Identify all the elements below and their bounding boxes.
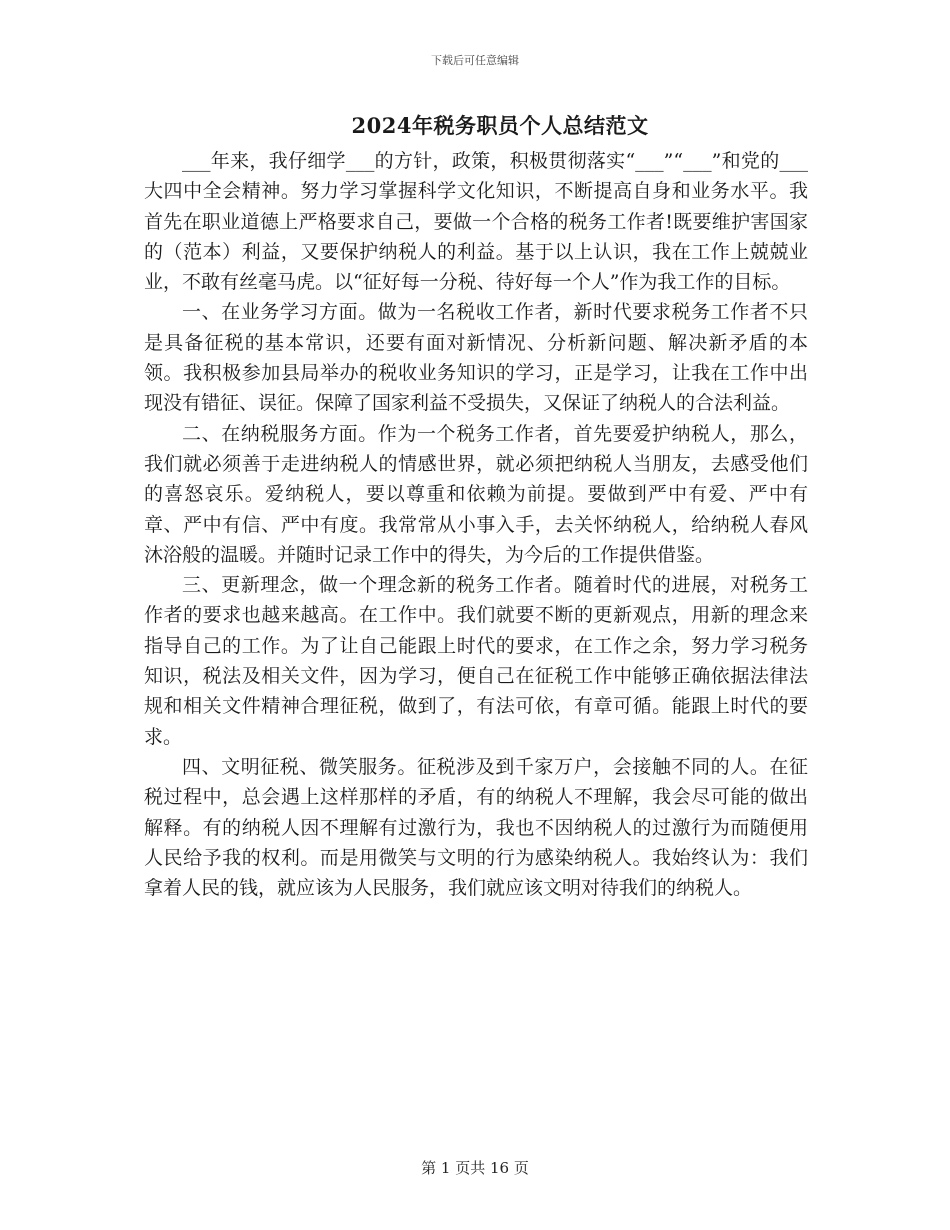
paragraph-intro: ___年来，我仔细学___的方针，政策，积极贯彻落实“___”“___”和党的___大四中全会精神。努力学习掌握科学文化知识，不断提高自身和业务水平。我首先在职业道德上严格要求自己，要做一个合格的税务工作者!既要维护害国家的（范本）利益，又要保护纳税人的利益。基于以上认识，我在工作上兢兢业业，不敢有丝毫马虎。以“征好每一分税、待好每一个人”作为我工作的目标。 — [144, 150, 808, 294]
document-title: 2024年税务职员个人总结范文 — [351, 113, 649, 138]
paragraph-civilized-service: 四、文明征税、微笑服务。征税涉及到千家万户，会接触不同的人。在征税过程中，总会遇上这样那样的矛盾，有的纳税人不理解，我会尽可能的做出解释。有的纳税人因不理解有过激行为，我也不因纳税人的过激行为而随便用人民给予我的权利。而是用微笑与文明的行为感染纳税人。我始终认为：我们拿着人民的钱，就应该为人民服务，我们就应该文明对待我们的纳税人。 — [144, 755, 808, 900]
paragraph-business-study: 一、在业务学习方面。做为一名税收工作者，新时代要求税务工作者不只是具备征税的基本常识，还要有面对新情况、分析新问题、解决新矛盾的本领。我积极参加县局举办的税收业务知识的学习，正是学习，让我在工作中出现没有错征、误征。保障了国家利益不受损失，又保证了纳税人的合法利益。 — [144, 301, 808, 415]
page-header: 下载后可任意编辑 — [431, 54, 519, 67]
paragraph-update-concepts: 三、更新理念，做一个理念新的税务工作者。随着时代的进展，对税务工作者的要求也越来越高。在工作中。我们就要不断的更新观点，用新的理念来指导自己的工作。为了让自己能跟上时代的要求，在工作之余，努力学习税务知识，税法及相关文件，因为学习，便自己在征税工作中能够正确依据法律法规和相关文件精神合理征税，做到了，有法可依，有章可循。能跟上时代的要求。 — [144, 574, 808, 748]
paragraph-tax-service: 二、在纳税服务方面。作为一个税务工作者，首先要爱护纳税人，那么，我们就必须善于走进纳税人的情感世界，就必须把纳税人当朋友，去感受他们的喜怒哀乐。爱纳税人，要以尊重和依赖为前提。要做到严中有爱、严中有章、严中有信、严中有度。我常常从小事入手，去关怀纳税人，给纳税人春风沐浴般的温暖。并随时记录工作中的得失，为今后的工作提供借鉴。 — [144, 422, 808, 566]
page-number: 第 1 页共 16 页 — [421, 1159, 529, 1177]
document-body — [144, 146, 808, 903]
